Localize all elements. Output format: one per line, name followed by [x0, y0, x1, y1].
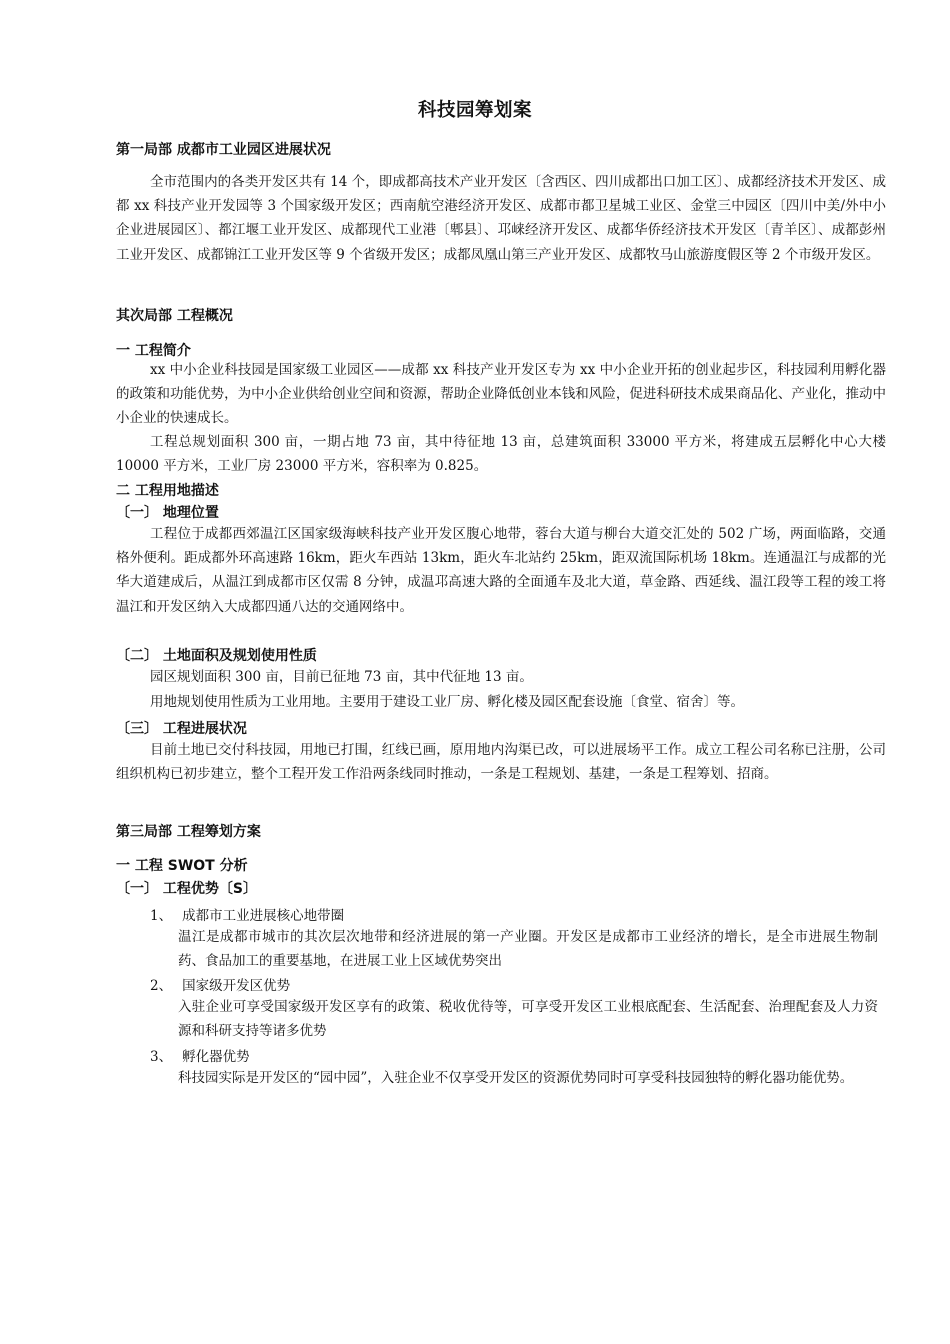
- project-scale-paragraph: 工程总规划面积 300 亩，一期占地 73 亩，其中待征地 13 亩，总建筑面积 33000 平方米，将建成五层孵化中心大楼 10000 平方米，工业厂房 23000 平方米，容积率为 0.825。: [116, 434, 886, 475]
- location-heading: 〔一〕 地理位置: [116, 505, 219, 521]
- land-area-paragraph: 园区规划面积 300 亩，目前已征地 73 亩，其中代征地 13 亩。: [150, 669, 533, 685]
- list-item-text: 温江是成都市城市的其次层次地带和经济进展的第一产业圈。开发区是成都市工业经济的增长，是全市进展生物制药、食品加工的重要基地，在进展工业上区域优势突出: [178, 929, 878, 970]
- part1-paragraph: 全市范围内的各类开发区共有 14 个，即成都高技术产业开发区〔含西区、四川成都出口加工区〕、成都经济技术开发区、成都 xx 科技产业开发园等 3 个国家级开发区；西南航空港经济开发区、成都市都卫星城工业区、金堂三中园区〔四川中美/外中小企业进展园区〕、都江堰工业开发区、成都现代工业港〔郫县〕、邛崃经济开发区、成都华侨经济技术开发区〔青羊区〕、成都彭州工业开发区、成都锦江工业开发区等 9 个省级开发区；成都凤凰山第三产业开发区、成都牧马山旅游度假区等 2 个市级开发区。: [116, 174, 886, 263]
- project-intro-heading: 一 工程简介: [116, 343, 191, 359]
- part1-heading: 第一局部 成都市工业园区进展状况: [116, 142, 331, 158]
- list-item-number: 2、: [150, 978, 173, 994]
- strengths-heading: 〔一〕 工程优势〔S〕: [116, 881, 257, 897]
- list-item: [150, 904, 344, 924]
- project-intro-paragraph: xx 中小企业科技园是国家级工业园区——成都 xx 科技产业开发区专为 xx 中小企业开拓的创业起步区，科技园利用孵化器的政策和功能优势，为中小企业供给创业空间和资源，帮助企业降低创业本钱和风险，促进科研技术成果商品化、产业化，推动中小企业的快速成长。: [116, 362, 886, 427]
- list-item-label: 孵化器优势: [182, 1049, 250, 1065]
- list-item: [150, 974, 290, 994]
- list-item: [150, 1045, 250, 1065]
- list-item-label: 成都市工业进展核心地带圈: [182, 908, 345, 924]
- swot-heading: 一 工程 SWOT 分析: [116, 858, 248, 874]
- land-use-paragraph: 用地规划使用性质为工业用地。主要用于建设工业厂房、孵化楼及园区配套设施〔食堂、宿舍〕等。: [150, 694, 744, 710]
- progress-paragraph: 目前土地已交付科技园，用地已打围，红线已画，原用地内沟渠已改，可以进展场平工作。成立工程公司名称已注册，公司组织机构已初步建立，整个工程开发工作沿两条线同时推动，一条是工程规划、基建，一条是工程筹划、招商。: [116, 742, 886, 783]
- list-item-label: 国家级开发区优势: [182, 978, 291, 994]
- list-item-number: 1、: [150, 908, 173, 924]
- list-item-number: 3、: [150, 1049, 173, 1065]
- part2-heading: 其次局部 工程概况: [116, 308, 233, 324]
- list-item-text: 入驻企业可享受国家级开发区享有的政策、税收优待等，可享受开发区工业根底配套、生活配套、治理配套及人力资源和科研支持等诸多优势: [178, 999, 878, 1040]
- location-paragraph: 工程位于成都西郊温江区国家级海峡科技产业开发区腹心地带，蓉台大道与柳台大道交汇处的 502 广场，两面临路，交通格外便利。距成都外环高速路 16km，距火车西站 13km，距火车北站约 25km，距双流国际机场 18km。连通温江与成都的光华大道建成后，从温江到成都市区仅需 8 分钟，成温邛高速大路的全面通车及北大道，草金路、西延线、温江段等工程的竣工将温江和开发区纳入大成都四通八达的交通网络中。: [116, 526, 886, 615]
- progress-heading: 〔三〕 工程进展状况: [116, 721, 247, 737]
- land-area-heading: 〔二〕 土地面积及规划使用性质: [116, 648, 317, 664]
- land-description-heading: 二 工程用地描述: [116, 483, 219, 499]
- list-item-text: 科技园实际是开发区的“园中园”，入驻企业不仅享受开发区的资源优势同时可享受科技园独特的孵化器功能优势。: [178, 1070, 854, 1086]
- document-title: 科技园筹划案: [417, 100, 532, 121]
- part3-heading: 第三局部 工程筹划方案: [116, 824, 261, 840]
